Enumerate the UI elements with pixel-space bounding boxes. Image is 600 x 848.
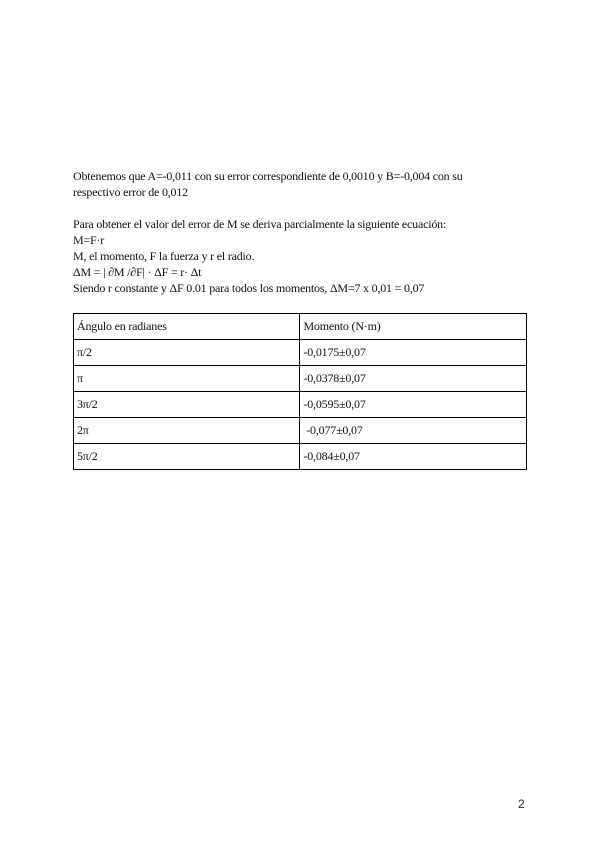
equation-line: ΔM = | ∂M /∂F| · ΔF = r· Δt [73,265,202,279]
table-cell: 3π/2 [74,392,300,418]
table-cell: 5π/2 [74,444,300,470]
table-cell: π [74,366,300,392]
table-cell: -0,084±0,07 [300,444,527,470]
table-header-cell: Ángulo en radianes [74,314,300,340]
table-cell: -0,0378±0,07 [300,366,527,392]
paragraph-line: Para obtener el valor del error de M se deriva parcialmente la siguiente ecuación: [73,217,447,231]
table-row [74,366,527,392]
table-row [74,444,527,470]
moment-table-container [73,313,527,470]
moment-table [73,313,527,470]
table-header-cell: Momento (N·m) [300,314,527,340]
table-cell: -0,0175±0,07 [300,340,527,366]
equation-line: M=F·r [73,233,105,247]
table-row [74,392,527,418]
paragraph-line: M, el momento, F la fuerza y r el radio. [73,249,255,263]
paragraph-error-derivation [73,216,533,296]
paragraph-line: respectivo error de 0,012 [73,185,188,199]
table-row [74,418,527,444]
page-number: 2 [518,797,525,811]
paragraph-coefficients [73,168,533,200]
table-cell: 2π [74,418,300,444]
paragraph-line: Obtenemos que A=-0,011 con su error correspondiente de 0,0010 y B=-0,004 con su [73,169,463,183]
table-header-row [74,314,527,340]
table-cell: -0,0595±0,07 [300,392,527,418]
paragraph-line: Siendo r constante y ΔF 0.01 para todos los momentos, ΔM=7 x 0,01 = 0,07 [73,281,425,295]
table-cell: π/2 [74,340,300,366]
table-row [74,340,527,366]
table-cell: -0,077±0,07 [300,418,527,444]
